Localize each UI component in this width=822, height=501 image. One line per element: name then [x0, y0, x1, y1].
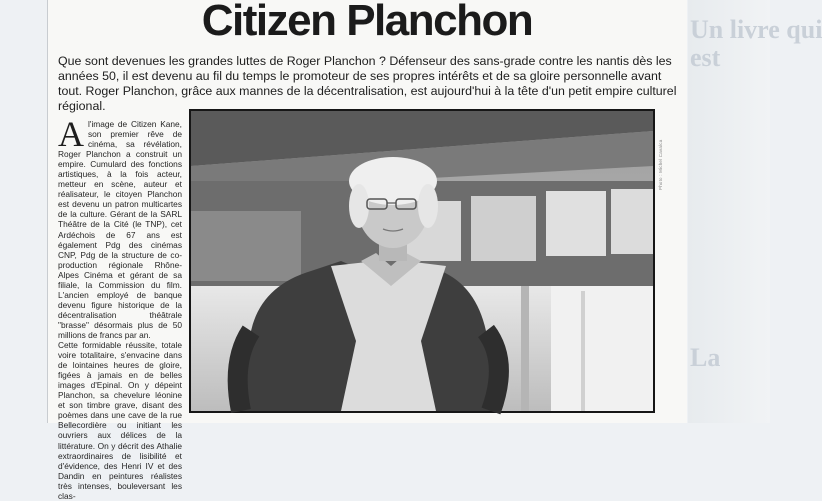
article-paragraph-2: Cette formidable réussite, totale voire totalitaire, s'envacine dans de lointaines heures de gloire, figées à jamais en de belles images d'Epinal. On y dépeint Planchon, sa chevelure léonine et son timbre grave, disant des poèmes dans une cave de la rue Bellecordière ou initiant les ouvriers aux délices de la littérature. On y décrit des Athalie extraordinaires de lisibilité et d'évidence, des Henri IV et des Dandin en peintures réalistes très intenses, bouleversant les clas-	[58, 340, 182, 501]
article-paragraph-1: l'image de Citizen Kane, son premier rêve de cinéma, sa révélation, Roger Planchon a construit un empire. Cumulard des fonctions artistiques, à la fois acteur, metteur en scène, auteur et réalisateur, le citoyen Planchon est devenu un patron multicartes de la culture. Gérant de la SARL Théâtre de la Cité (le TNP), cet Ardéchois de 67 ans est également Pdg des cinémas CNP, Pdg de la structure de co-production régionale Rhône-Alpes Cinéma et gérant de sa filiale, la Commission du film. L'ancien employé de banque devenu figure historique de la décentralisation théâtrale "brasse" désormais plus de 50 millions de francs par an.	[58, 119, 182, 340]
photo-credit: Photo : Michel Cavalca	[658, 139, 663, 190]
article-body-column	[58, 114, 182, 501]
page-edge-rule	[47, 0, 48, 423]
adjacent-page-text-2: est	[690, 43, 721, 72]
adjacent-page-text-3: La	[690, 343, 721, 372]
photo-roger-planchon	[191, 111, 653, 411]
drop-cap: A	[58, 114, 84, 154]
article-headline: Citizen Planchon	[201, 0, 533, 45]
article-intro: Que sont devenues les grandes luttes de Roger Planchon ? Défenseur des sans-grade contre les nantis dès les années 50, il est devenu au fil du temps le promoteur de ses propres intérêts et de sa gloire personnelle avant tout. Roger Planchon, grâce aux mannes de la décentralisation, est aujourd'hui à la tête d'un petit empire culturel régional.	[58, 54, 677, 113]
adjacent-page-text-1: Un livre qui	[690, 15, 822, 44]
article-photo	[189, 109, 655, 413]
